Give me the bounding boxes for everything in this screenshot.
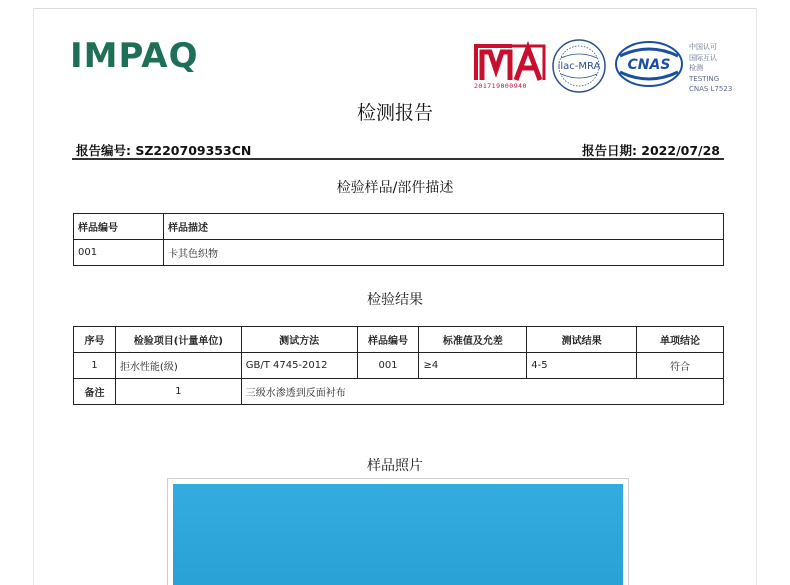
table-header-row [74, 327, 724, 353]
cma-code: 201719000940 [474, 82, 527, 90]
remark-row [74, 379, 724, 405]
table-header-cell: 测试结果 [527, 327, 637, 353]
table-cell: 4-5 [527, 353, 637, 379]
table-header-cell: 标准值及允差 [419, 327, 527, 353]
table-header-cell: 检验项目(计量单位) [115, 327, 241, 353]
table-cell: 拒水性能(级) [115, 353, 241, 379]
impaq-logo: IMPAQ [70, 36, 199, 76]
table-header-cell: 序号 [74, 327, 116, 353]
table-header-cell: 测试方法 [241, 327, 357, 353]
table-row [74, 240, 724, 266]
sample-photo [173, 484, 623, 585]
header-divider [72, 158, 724, 160]
table-cell: 001 [74, 240, 164, 266]
page-border-top [33, 8, 757, 9]
remark-label: 备注 [74, 379, 116, 405]
report-date: 报告日期: 2022/07/28 [581, 143, 720, 158]
cnas-side-line: 中国认可 [689, 43, 717, 51]
table-cell: 1 [74, 353, 116, 379]
sample-section-title: 检验样品/部件描述 [336, 180, 454, 196]
photo-section-title: 样品照片 [367, 458, 423, 474]
cnas-side-line: TESTING [689, 74, 720, 83]
cnas-logo-icon [614, 40, 684, 88]
cnas-side-text [689, 42, 732, 95]
table-cell: ≥4 [419, 353, 527, 379]
table-header-row [74, 214, 724, 240]
remark-text: 三级水渗透到反面衬布 [241, 379, 723, 405]
ilac-label: ilac-MRA [557, 61, 601, 72]
sample-table [73, 213, 724, 266]
table-cell: GB/T 4745-2012 [241, 353, 357, 379]
remark-index: 1 [115, 379, 241, 405]
table-header-cell: 单项结论 [637, 327, 724, 353]
report-number: 报告编号: SZ220709353CN [76, 143, 252, 158]
cnas-label: CNAS [627, 57, 671, 73]
table-header-cell: 样品描述 [164, 214, 724, 240]
cnas-side-line: CNAS L7523 [689, 85, 733, 93]
table-cell: 卡其色织物 [164, 240, 724, 266]
ilac-mra-logo-icon [551, 38, 607, 94]
results-table [73, 326, 724, 405]
cnas-side-line: 检测 [689, 64, 703, 72]
report-title: 检测报告 [356, 102, 433, 124]
cnas-side-line: 国际互认 [689, 53, 717, 62]
table-cell: 001 [357, 353, 419, 379]
table-row [74, 353, 724, 379]
table-cell: 符合 [637, 353, 724, 379]
table-header-cell: 样品编号 [357, 327, 419, 353]
table-header-cell: 样品编号 [74, 214, 164, 240]
results-section-title: 检验结果 [367, 292, 423, 308]
